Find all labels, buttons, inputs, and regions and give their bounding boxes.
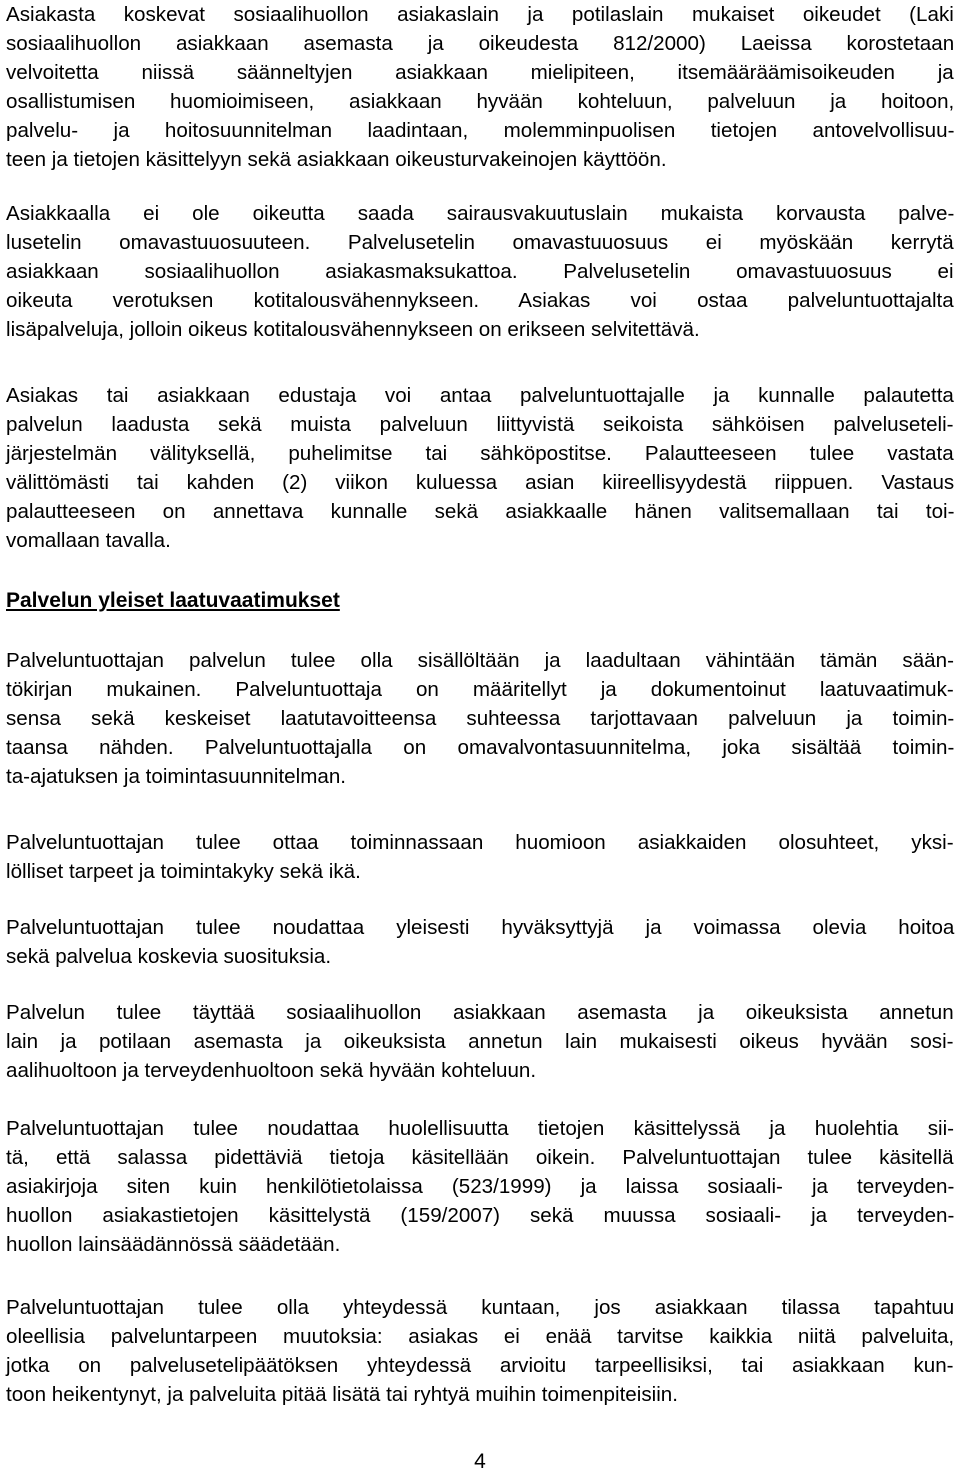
text-line: tä, että salassa pidettäviä tietoja käsitellään oikein. Palveluntuottajan tulee käsitellä bbox=[6, 1146, 954, 1169]
text-line: palautteeseen on annettava kunnalle sekä asiakkaalle hänen valitsemallaan tai toi- bbox=[6, 500, 955, 523]
text-line: oleellisia palveluntarpeen muutoksia: asiakas ei enää tarvitse kaikkia niitä palveluita, bbox=[6, 1325, 955, 1348]
paragraph-client-rights bbox=[6, 0, 954, 174]
text-line: palvelu- ja hoitosuunnitelman laadintaan, molemminpuolisen tietojen antovelvollisuu- bbox=[6, 119, 955, 142]
paragraph-recommendations bbox=[6, 913, 954, 971]
text-line: Asiakkaalla ei ole oikeutta saada sairausvakuutuslain mukaista korvausta palve- bbox=[6, 202, 955, 225]
page-number: 4 bbox=[474, 1450, 486, 1473]
text-line: toon heikentynyt, ja palveluita pitää lisätä tai ryhtyä muihin toimenpiteisiin. bbox=[6, 1383, 678, 1406]
text-line: palvelun laadusta sekä muista palveluun liittyvistä seikoista sähköisen palveluseteli- bbox=[6, 413, 954, 436]
text-line: järjestelmän välityksellä, puhelimitse tai sähköpostitse. Palautteeseen tulee vastata bbox=[6, 442, 954, 465]
text-line: asiakirjoja siten kuin henkilötietolaissa (523/1999) ja laissa sosiaali- ja terveyden- bbox=[6, 1175, 955, 1198]
text-line: lain ja potilaan asemasta ja oikeuksista annetun lain mukaisesti oikeus hyvään sosi- bbox=[6, 1030, 954, 1053]
text-line: jotka on palvelusetelipäätöksen yhteydessä arvioitu tarpeellisiksi, tai asiakkaan kun- bbox=[6, 1354, 954, 1377]
text-line: oikeuta verotuksen kotitalousvähennykseen. Asiakas voi ostaa palveluntuottajalta bbox=[6, 289, 954, 312]
text-line: Palveluntuottajan tulee noudattaa yleisesti hyväksyttyjä ja voimassa olevia hoitoa bbox=[6, 916, 955, 939]
paragraph-client-circumstances bbox=[6, 828, 954, 886]
paragraph-data-handling bbox=[6, 1114, 954, 1259]
text-line: Palveluntuottajan tulee olla yhteydessä kuntaan, jos asiakkaan tilassa tapahtuu bbox=[6, 1296, 955, 1319]
text-line: ta-ajatuksen ja toimintasuunnitelman. bbox=[6, 765, 346, 788]
text-line: lölliset tarpeet ja toimintakyky sekä ikä. bbox=[6, 860, 361, 883]
text-line: tökirjan mukainen. Palveluntuottaja on määritellyt ja dokumentoinut laatuvaatimuk- bbox=[6, 678, 954, 701]
text-line: sosiaalihuollon asiakkaan asemasta ja oikeudesta 812/2000) Laeissa korostetaan bbox=[6, 32, 955, 55]
paragraph-municipality-contact bbox=[6, 1293, 954, 1409]
text-line: aalihuoltoon ja terveydenhuoltoon sekä hyvään kohteluun. bbox=[6, 1059, 537, 1082]
text-line: välittömästi tai kahden (2) viikon kuluessa asian kiireellisyydestä riippuen. Vastaus bbox=[6, 471, 955, 494]
section-heading: Palvelun yleiset laatuvaatimukset bbox=[6, 589, 340, 612]
text-line: Palveluntuottajan palvelun tulee olla sisällöltään ja laadultaan vähintään tämän sään- bbox=[6, 649, 954, 672]
text-line: sekä palvelua koskevia suosituksia. bbox=[6, 945, 332, 968]
text-line: Palveluntuottajan tulee noudattaa huolellisuutta tietojen käsittelyssä ja huolehtia sii- bbox=[6, 1117, 955, 1140]
paragraph-quality-requirements bbox=[6, 646, 954, 791]
text-line: Palveluntuottajan tulee ottaa toiminnassaan huomioon asiakkaiden olosuhteet, yksi- bbox=[6, 831, 954, 854]
text-line: Asiakas tai asiakkaan edustaja voi antaa palveluntuottajalle ja kunnalle palautetta bbox=[6, 384, 954, 407]
text-line: taansa nähden. Palveluntuottajalla on omavalvontasuunnitelma, joka sisältää toimin- bbox=[6, 736, 955, 759]
text-line: teen ja tietojen käsittelyyn sekä asiakkaan oikeusturvakeinojen käyttöön. bbox=[6, 148, 667, 171]
paragraph-good-treatment bbox=[6, 998, 954, 1085]
paragraph-feedback bbox=[6, 381, 954, 555]
text-line: osallistumisen huomioimiseen, asiakkaan hyvään kohteluun, palveluun ja hoitoon, bbox=[6, 90, 955, 113]
text-line: lusetelin omavastuuosuuteen. Palvelusetelin omavastuuosuus ei myöskään kerrytä bbox=[6, 231, 954, 254]
text-line: sensa sekä keskeiset laatutavoitteensa suhteessa tarjottavaan palveluun ja toimin- bbox=[6, 707, 955, 730]
text-line: asiakkaan sosiaalihuollon asiakasmaksukattoa. Palvelusetelin omavastuuosuus ei bbox=[6, 260, 954, 283]
text-line: vomallaan tavalla. bbox=[6, 529, 171, 552]
text-line: velvoitetta niissä säänneltyjen asiakkaan mielipiteen, itsemääräämisoikeuden ja bbox=[6, 61, 954, 84]
text-line: Palvelun tulee täyttää sosiaalihuollon asiakkaan asemasta ja oikeuksista annetun bbox=[6, 1001, 954, 1024]
text-line: lisäpalveluja, jolloin oikeus kotitalousvähennykseen on erikseen selvitettävä. bbox=[6, 318, 700, 341]
text-line: Asiakasta koskevat sosiaalihuollon asiakaslain ja potilaslain mukaiset oikeudet (Laki bbox=[6, 3, 954, 26]
paragraph-compensation bbox=[6, 199, 954, 344]
text-line: huollon asiakastietojen käsittelystä (159/2007) sekä muussa sosiaali- ja terveyden- bbox=[6, 1204, 955, 1227]
text-line: huollon lainsäädännössä säädetään. bbox=[6, 1233, 341, 1256]
